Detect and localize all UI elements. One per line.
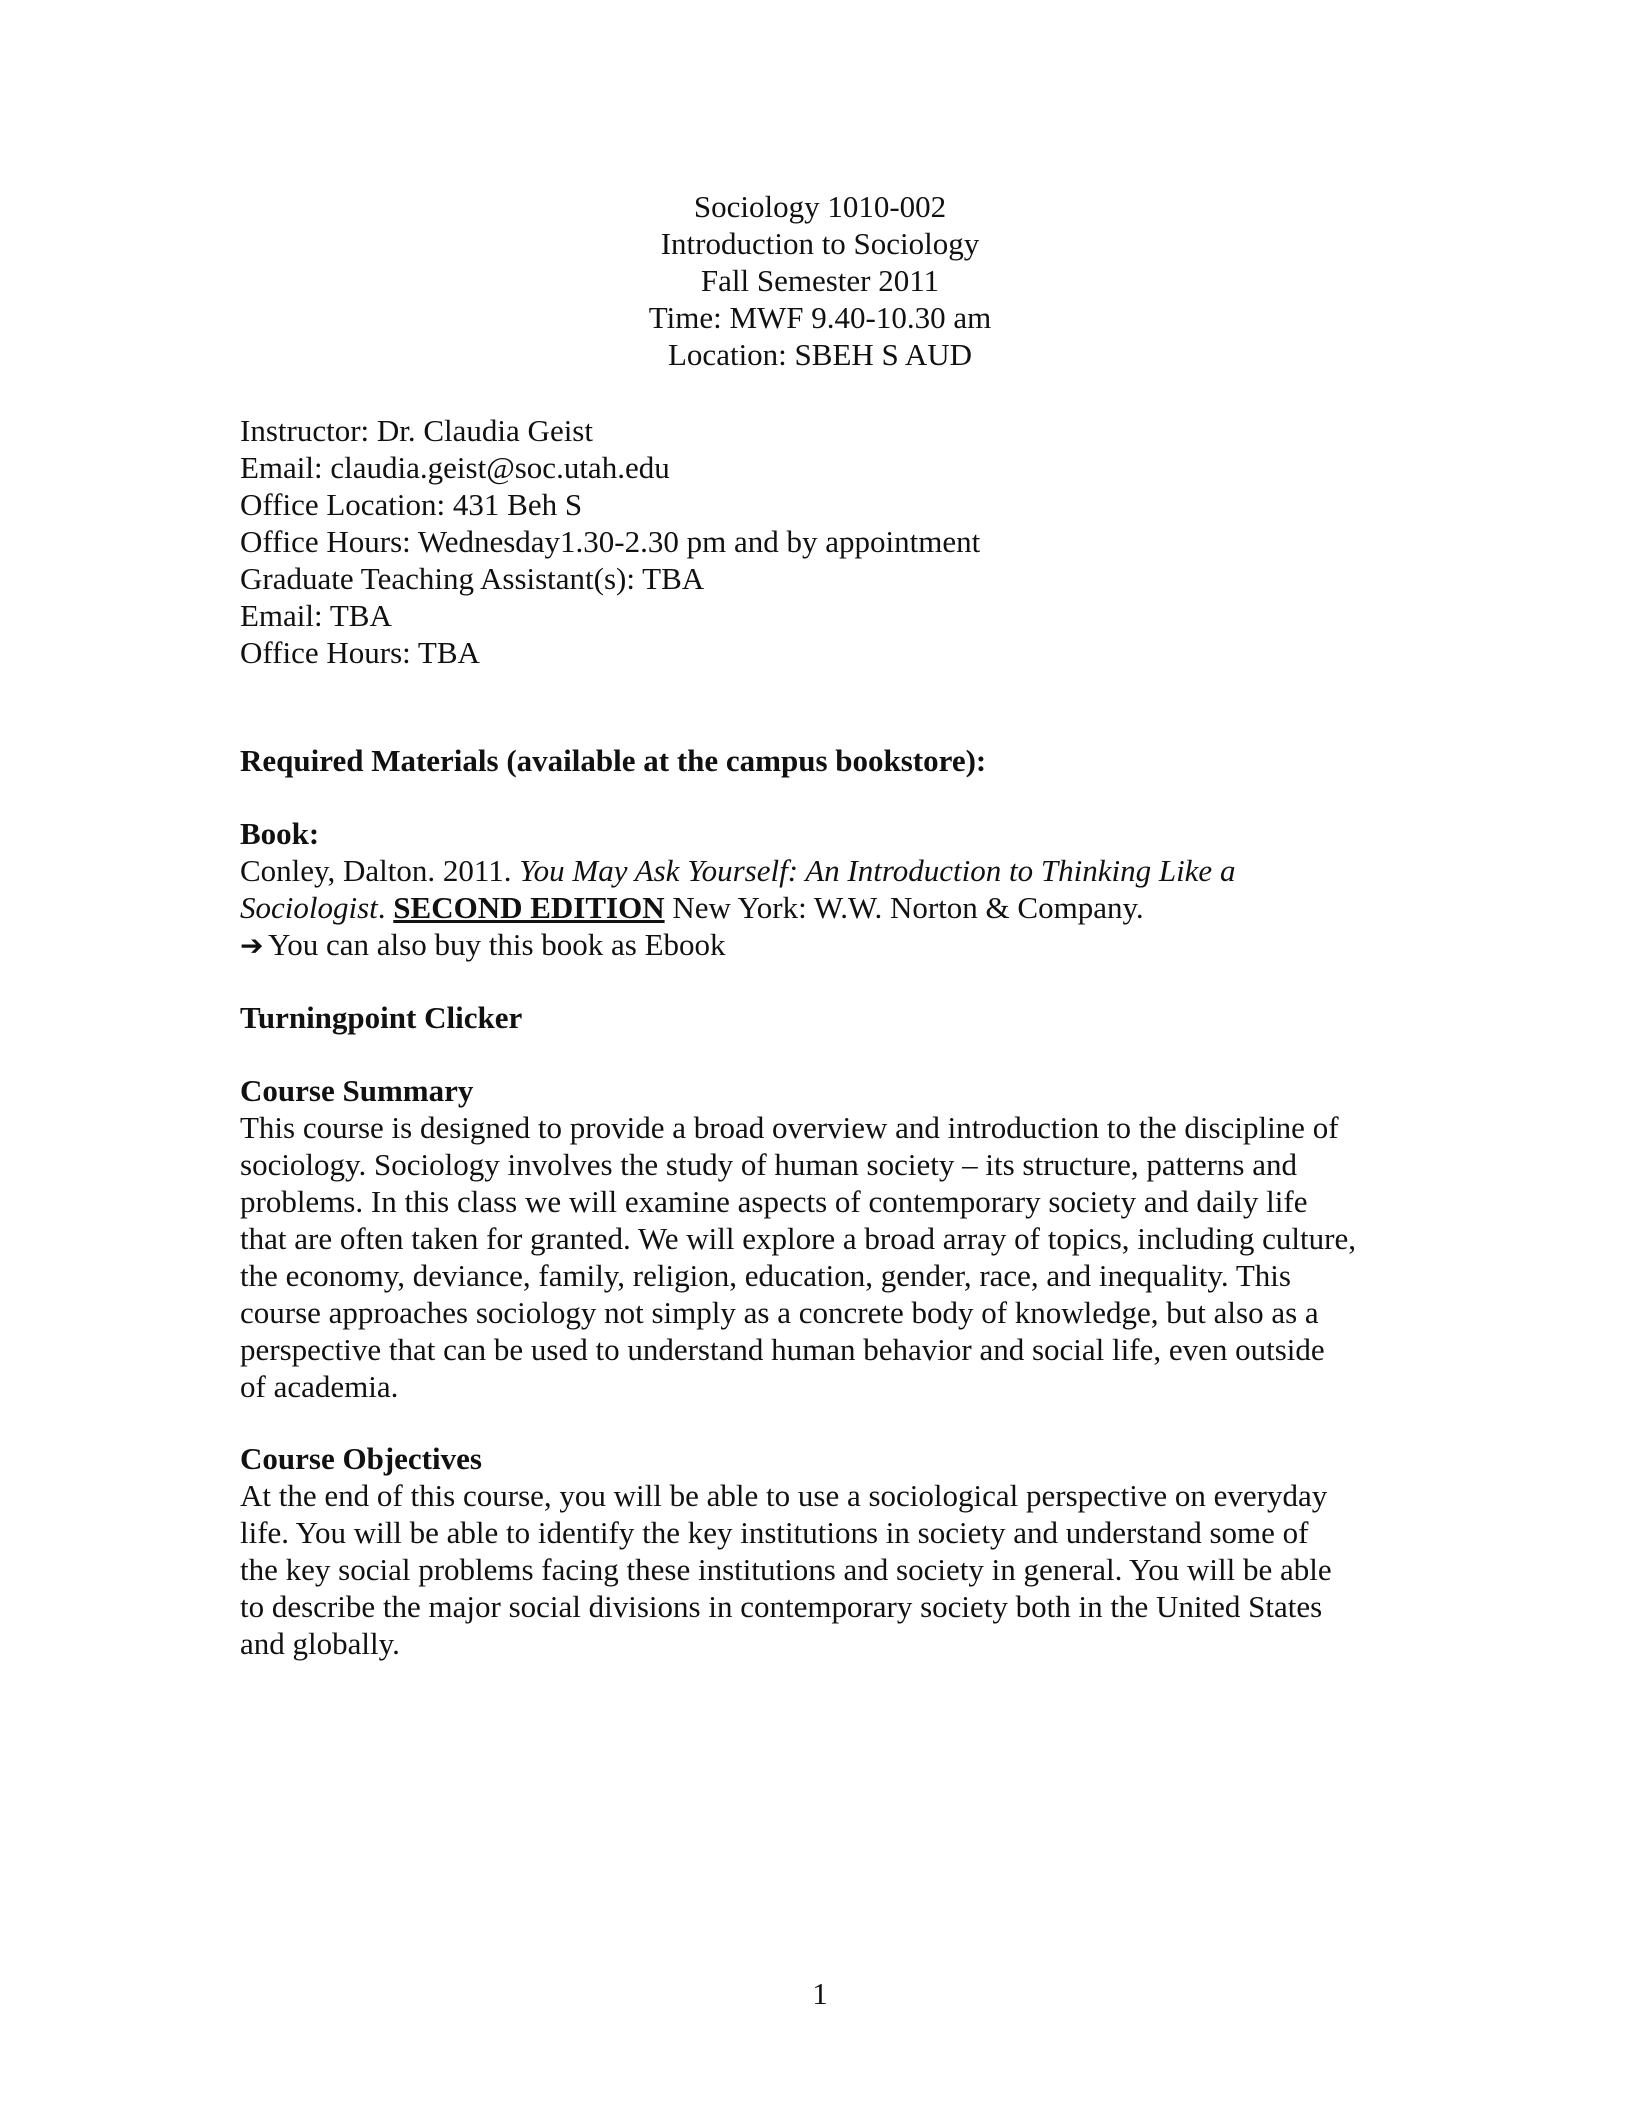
course-objectives-heading: Course Objectives: [240, 1441, 482, 1476]
course-objectives-section: [240, 1440, 1440, 1662]
summary-line: course approaches sociology not simply as a concrete body of knowledge, but also as a: [240, 1295, 1319, 1330]
summary-line: the economy, deviance, family, religion, education, gender, race, and inequality. This: [240, 1258, 1291, 1293]
objectives-line: the key social problems facing these institutions and society in general. You will be able: [240, 1552, 1332, 1587]
required-materials-heading: Required Materials (available at the campus bookstore):: [240, 743, 987, 778]
book-title-period: .: [377, 890, 394, 925]
clicker-heading: Turningpoint Clicker: [240, 1000, 523, 1035]
required-materials-section: [240, 742, 1440, 779]
class-location: Location: SBEH S AUD: [668, 337, 972, 372]
gta-email: Email: TBA: [240, 598, 392, 633]
gta-office-hours: Office Hours: TBA: [240, 635, 480, 670]
right-arrow-icon: ➔: [240, 929, 264, 962]
summary-line: problems. In this class we will examine aspects of contemporary society and daily life: [240, 1184, 1308, 1219]
course-summary-heading: Course Summary: [240, 1073, 474, 1108]
summary-line: of academia.: [240, 1369, 399, 1404]
objectives-line: and globally.: [240, 1626, 400, 1661]
summary-line: sociology. Sociology involves the study of human society – its structure, patterns and: [240, 1147, 1297, 1182]
course-code: Sociology 1010-002: [693, 189, 947, 224]
gta-line: Graduate Teaching Assistant(s): TBA: [240, 561, 705, 596]
objectives-line: At the end of this course, you will be able to use a sociological perspective on everyday: [240, 1478, 1328, 1513]
objectives-line: life. You will be able to identify the key institutions in society and understand some of: [240, 1515, 1309, 1550]
book-title-part2: Sociologist: [240, 890, 378, 925]
summary-line: perspective that can be used to understand human behavior and social life, even outside: [240, 1332, 1325, 1367]
summary-line: that are often taken for granted. We will explore a broad array of topics, including culture,: [240, 1221, 1356, 1256]
book-citation-line-2: [240, 889, 1440, 926]
clicker-section: [240, 999, 1440, 1036]
office-hours: Office Hours: Wednesday1.30-2.30 pm and by appointment: [240, 524, 981, 559]
book-publisher: New York: W.W. Norton & Company.: [664, 890, 1144, 925]
contact-info: [240, 412, 1440, 671]
semester: Fall Semester 2011: [700, 263, 940, 298]
book-edition: SECOND EDITION: [393, 890, 665, 925]
instructor-email: Email: claudia.geist@soc.utah.edu: [240, 450, 670, 485]
book-title-part1: You May Ask Yourself: An Introduction to Thinking Like a: [519, 853, 1236, 888]
book-author-year: Conley, Dalton. 2011.: [240, 853, 520, 888]
class-time: Time: MWF 9.40-10.30 am: [648, 300, 992, 335]
summary-line: This course is designed to provide a broad overview and introduction to the discipline of: [240, 1110, 1339, 1145]
course-summary-section: [240, 1072, 1440, 1405]
course-title: Introduction to Sociology: [660, 226, 980, 261]
book-citation-line-1: [240, 852, 1440, 889]
objectives-line: to describe the major social divisions in contemporary society both in the United States: [240, 1589, 1323, 1624]
page-number: 1: [812, 1976, 828, 2011]
book-section: [240, 815, 1440, 964]
book-heading: Book:: [240, 816, 320, 851]
ebook-note: You can also buy this book as Ebook: [268, 927, 726, 962]
instructor-name: Instructor: Dr. Claudia Geist: [240, 413, 593, 448]
course-header: [0, 188, 1640, 373]
office-location: Office Location: 431 Beh S: [240, 487, 583, 522]
ebook-note-line: [240, 926, 1440, 964]
